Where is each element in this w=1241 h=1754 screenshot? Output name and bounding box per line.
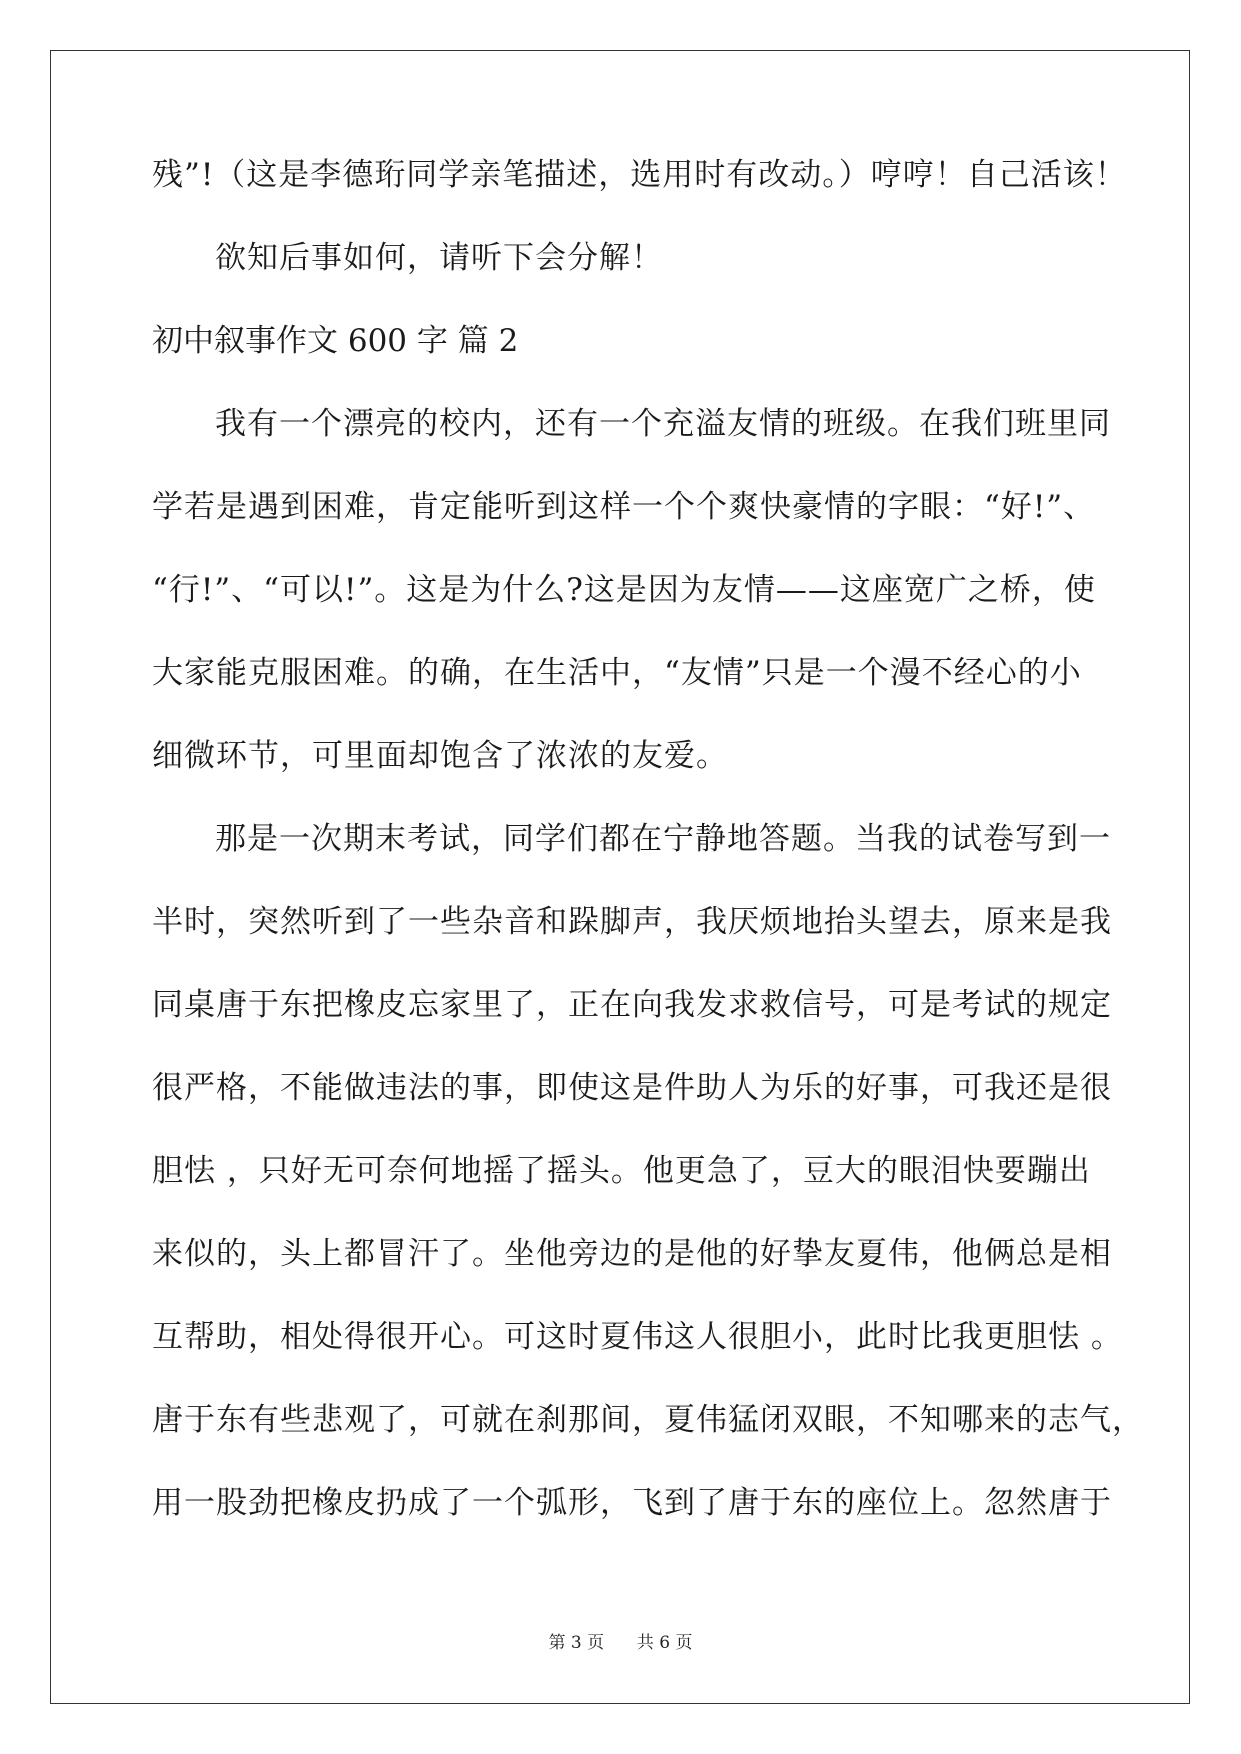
text-line: 那是一次期末考试，同学们都在宁静地答题。当我的试卷写到一 (215, 821, 1111, 857)
text-line: 胆怯 ，只好无可奈何地摇了摇头。他更急了，豆大的眼泪快要蹦出 (152, 1153, 1091, 1189)
text-line: 学若是遇到困难，肯定能听到这样一个个爽快豪情的字眼：“好!”、 (152, 489, 1096, 525)
text-line: 来似的，头上都冒汗了。坐他旁边的是他的好挚友夏伟，他俩总是相 (152, 1236, 1112, 1272)
total-pages: 共 6 页 (636, 1633, 693, 1653)
text-line: 很严格，不能做违法的事，即使这是件助人为乐的好事，可我还是很 (152, 1070, 1112, 1106)
document-body (152, 157, 1144, 1571)
text-line: 同桌唐于东把橡皮忘家里了，正在向我发求救信号，可是考试的规定 (152, 987, 1112, 1023)
text-line: 大家能克服困难。的确，在生活中，“友情”只是一个漫不经心的小 (152, 655, 1082, 691)
current-page-number: 第 3 页 (548, 1633, 605, 1653)
text-line: 我有一个漂亮的校内，还有一个充溢友情的班级。在我们班里同 (215, 406, 1111, 442)
text-line: “行!”、“可以!”。这是为什么?这是因为友情——这座宽广之桥，使 (152, 572, 1096, 608)
text-line: 欲知后事如何，请听下会分解！ (215, 240, 663, 276)
page-footer (0, 1628, 1241, 1653)
text-line: 残”!（这是李德珩同学亲笔描述，选用时有改动。）哼哼！自己活该！ (152, 157, 1127, 193)
text-line: 唐于东有些悲观了，可就在刹那间，夏伟猛闭双眼，不知哪来的志气， (152, 1402, 1144, 1438)
text-line: 用一股劲把橡皮扔成了一个弧形，飞到了唐于东的座位上。忽然唐于 (152, 1485, 1112, 1521)
text-line: 半时，突然听到了一些杂音和跺脚声，我厌烦地抬头望去，原来是我 (152, 904, 1112, 940)
text-line: 互帮助，相处得很开心。可这时夏伟这人很胆小，此时比我更胆怯 。 (152, 1319, 1123, 1355)
text-line: 细微环节，可里面却饱含了浓浓的友爱。 (152, 738, 728, 774)
section-heading: 初中叙事作文 600 字 篇 2 (152, 323, 519, 359)
